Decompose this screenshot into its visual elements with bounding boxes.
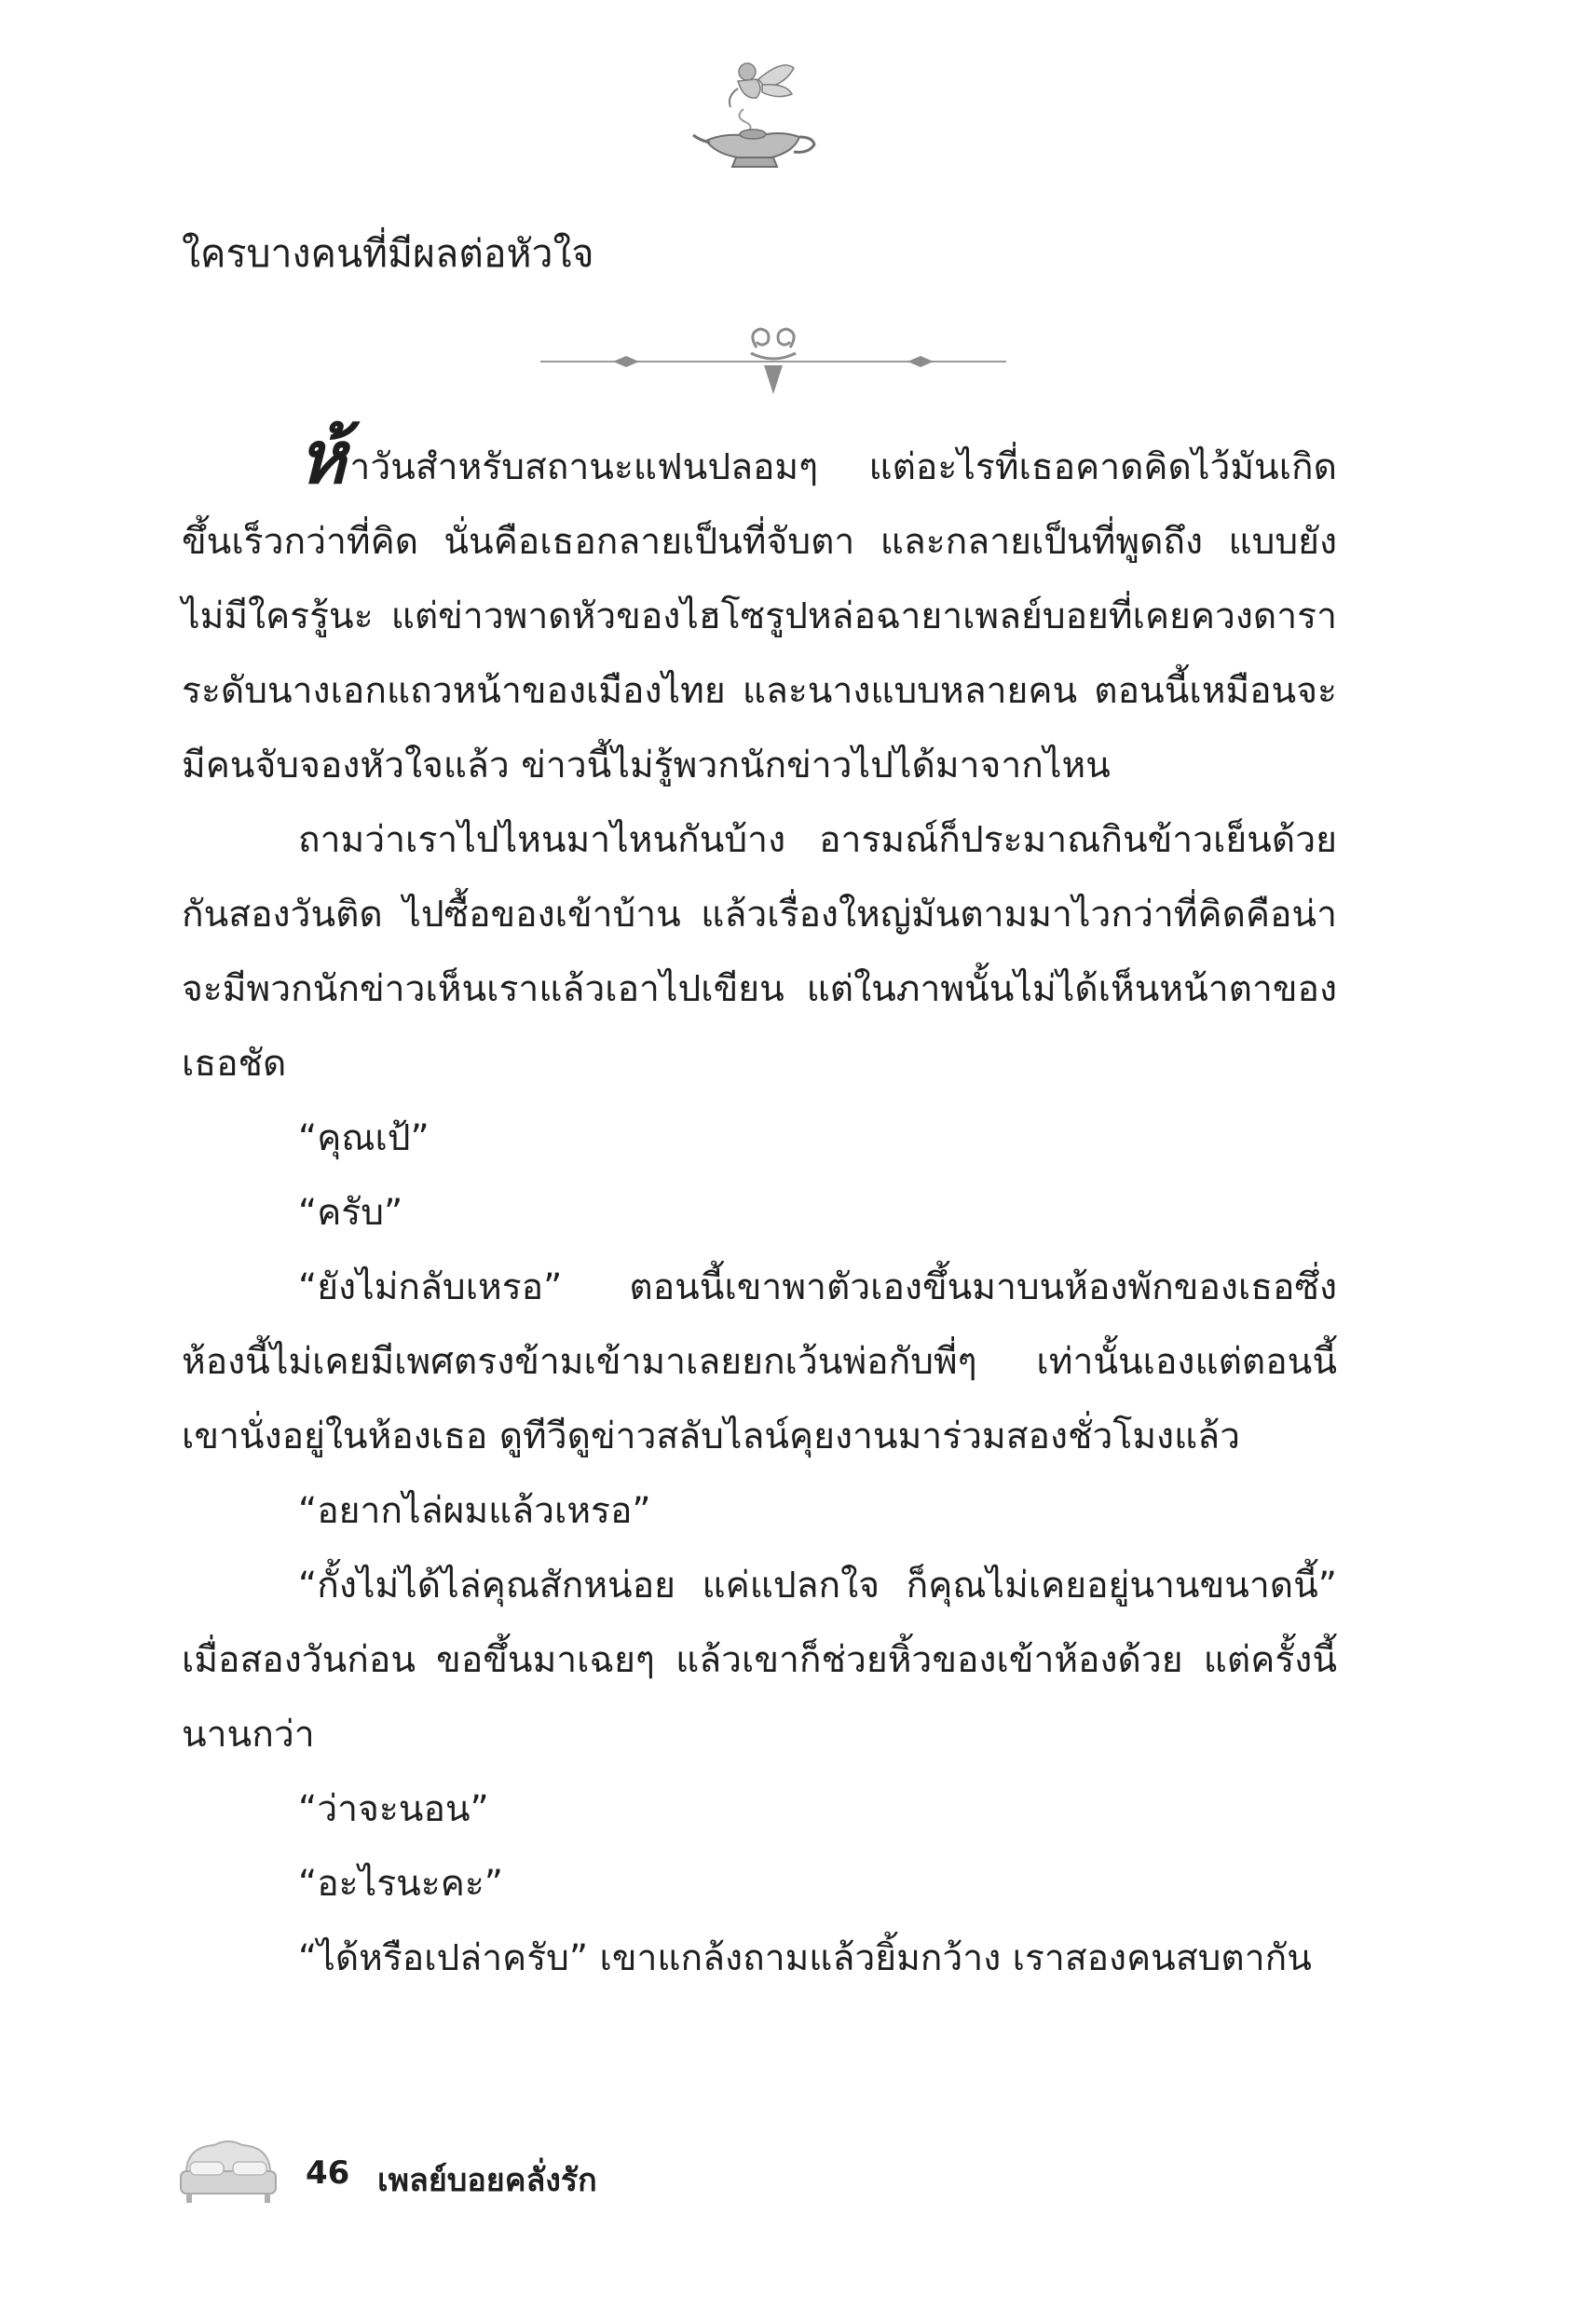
intro-line: ใครบางคนที่มีผลต่อหัวใจ <box>182 231 594 276</box>
chapter-body <box>182 416 1337 1996</box>
paragraph: “กั้งไม่ได้ไล่คุณสักหน่อย แค่แปลกใจ ก็คุณไม่เคยอยู่นานขนาดนี้” เมื่อสองวันก่อน ขอขึ้นมาเฉยๆ แล้วเขาก็ช่วยหิ้วของเข้าห้องด้วย แต่ครั้งนี้นานกว่า <box>182 1565 1337 1756</box>
dialogue-line: “ว่าจะนอน” <box>298 1788 489 1830</box>
page-number: 46 <box>306 2154 350 2192</box>
book-title: เพลย์บอยคลั่งรัก <box>377 2162 597 2199</box>
dialogue-line: “อยากไล่ผมแล้วเหรอ” <box>298 1490 651 1532</box>
first-paragraph <box>182 416 1337 803</box>
genie-lamp-cherub-icon <box>689 51 820 177</box>
flourish-divider-icon <box>540 321 1006 401</box>
bed-icon <box>177 2134 280 2207</box>
paragraph: “ได้หรือเปล่าครับ” เขาแกล้งถามแล้วยิ้มกว้าง เราสองคนสบตากัน <box>298 1937 1312 1979</box>
page-footer <box>177 2134 829 2208</box>
paragraph: ถามว่าเราไปไหนมาไหนกันบ้าง อารมณ์ก็ประมาณกินข้าวเย็นด้วยกันสองวันติด ไปซื้อของเข้าบ้าน แล้วเรื่องใหญ่มันตามมาไวกว่าที่คิดคือน่าจะมีพวกนักข่าวเห็นเราแล้วเอาไปเขียน แต่ในภาพนั้นไม่ได้เห็นหน้าตาของเธอชัด <box>182 819 1337 1085</box>
first-paragraph-text: าวันสำหรับสถานะแฟนปลอมๆ แต่อะไรที่เธอคาดคิดไว้มันเกิดขึ้นเร็วกว่าที่คิด นั่นคือเธอกลายเป็นที่จับตา และกลายเป็นที่พูดถึง แบบยังไม่มีใครรู้นะ แต่ข่าวพาดหัวของไฮโซรูปหล่อฉายาเพลย์บอยที่เคยควงดาราระดับนางเอกแถวหน้าของเมืองไทย และนางแบบหลายคน ตอนนี้เหมือนจะมีคนจับจองหัวใจแล้ว ข่าวนี้ไม่รู้พวกนักข่าวไปได้มาจากไหน <box>182 446 1337 786</box>
paragraph: “ยังไม่กลับเหรอ” ตอนนี้เขาพาตัวเองขึ้นมาบนห้องพักของเธอซึ่งห้องนี้ไม่เคยมีเพศตรงข้ามเข้ามาเลยยกเว้นพ่อกับพี่ๆ เท่านั้นเองแต่ตอนนี้เขานั่งอยู่ในห้องเธอ ดูทีวีดูข่าวสลับไลน์คุยงานมาร่วมสองชั่วโมงแล้ว <box>182 1266 1337 1457</box>
drop-cap: ห้ <box>298 416 347 500</box>
dialogue-line: “ครับ” <box>298 1192 403 1234</box>
dialogue-line: “อะไรนะคะ” <box>298 1863 503 1905</box>
dialogue-line: “คุณเป้” <box>298 1117 430 1159</box>
